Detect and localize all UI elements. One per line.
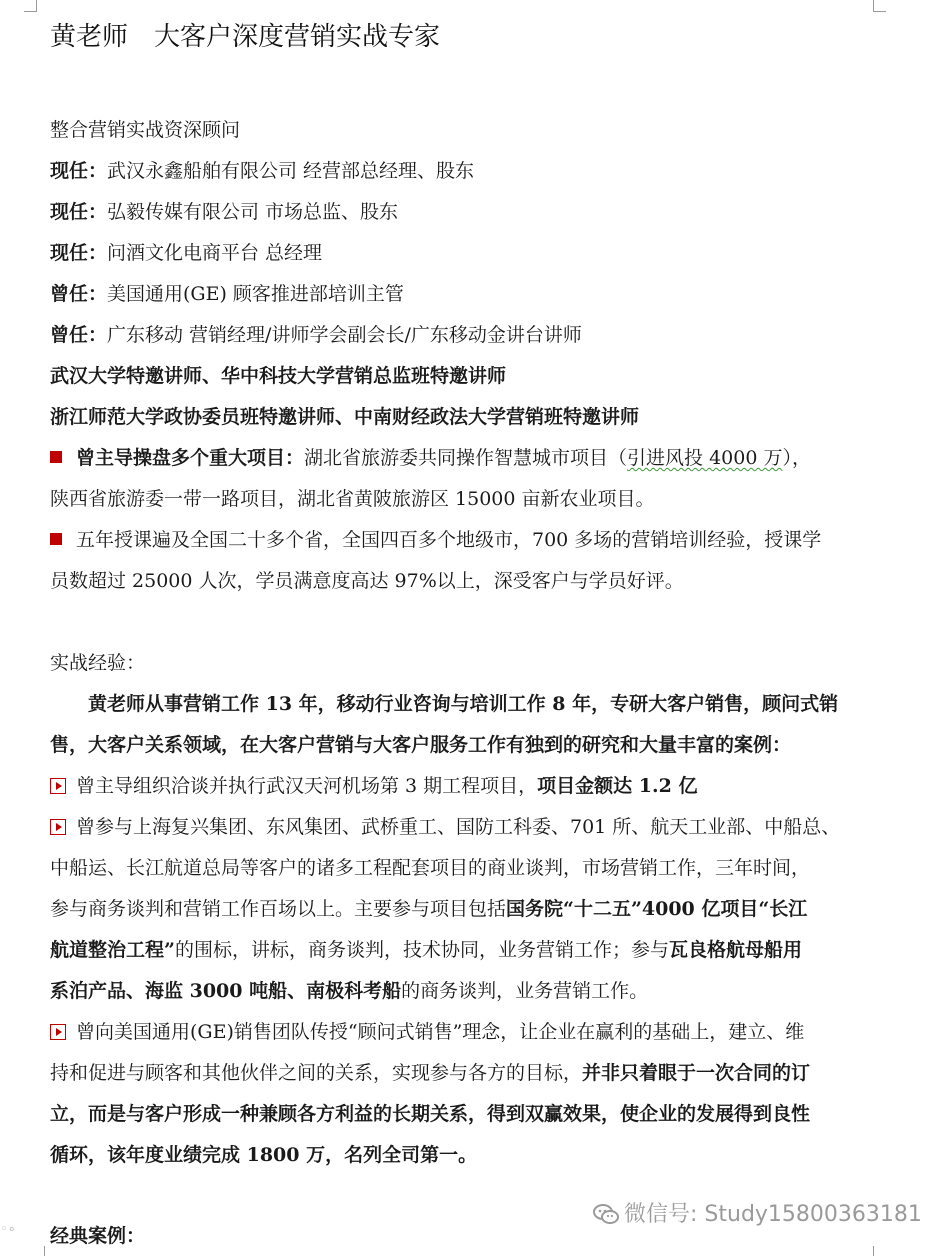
former-label: 曾任： <box>50 324 108 346</box>
experience-bullet-3-line-4: 循环，该年度业绩完成 1800 万，名列全司第一。 <box>50 1144 478 1166</box>
highlight-item-1-bold: 曾主导操盘多个重大项目： <box>76 447 305 469</box>
corner-logo-mark: ◦∘ <box>0 1222 16 1237</box>
current-text: 武汉永鑫船舶有限公司 经营部总经理、股东 <box>107 160 475 182</box>
crop-mark-top-right-h <box>873 11 886 12</box>
highlight-item-1-investment: 引进风投 4000 万 <box>627 447 783 469</box>
watermark-text: 微信号: Study15800363181 <box>624 1202 922 1227</box>
experience-bullet-2 <box>50 815 840 839</box>
highlight-item-1-line-2: 陕西省旅游委一带一路项目，湖北省黄陂旅游区 15000 亩新农业项目。 <box>50 488 655 510</box>
highlight-item-1 <box>50 446 811 470</box>
former-text: 广东移动 营销经理/讲师学会副会长/广东移动金讲台讲师 <box>107 324 582 346</box>
profile-current-1 <box>50 159 474 183</box>
experience-bullet-3-line-2 <box>50 1061 810 1085</box>
experience-bullet-2-line-4 <box>50 938 802 962</box>
current-text: 弘毅传媒有限公司 市场总监、股东 <box>107 201 399 223</box>
experience-paragraph-line-2: 售，大客户关系领域，在大客户营销与大客户服务工作有独到的研究和大量丰富的案例： <box>50 734 792 756</box>
experience-bullet-2-line-3-bold: 国务院“十二五”4000 亿项目“长江 <box>506 898 808 920</box>
red-square-bullet-icon <box>50 451 62 463</box>
crop-mark-top-left-h <box>24 11 37 12</box>
play-bullet-icon <box>50 819 66 835</box>
wechat-watermark <box>592 1197 922 1231</box>
experience-bullet-2-line-5 <box>50 979 648 1003</box>
experience-bullet-3 <box>50 1020 804 1044</box>
experience-bullet-3-text: 曾向美国通用(GE)销售团队传授“顾问式销售”理念，让企业在赢利的基础上，建立、维 <box>76 1021 805 1043</box>
crop-mark-bottom-right <box>873 1246 874 1256</box>
teacher-tagline: 大客户深度营销实战专家 <box>154 22 441 52</box>
former-label: 曾任： <box>50 283 108 305</box>
current-text: 问酒文化电商平台 总经理 <box>107 242 323 264</box>
profile-current-2 <box>50 200 398 224</box>
highlight-item-2-text: 五年授课遍及全国二十多个省，全国四百多个地级市，700 多场的营销培训经验，授课学 <box>76 529 822 551</box>
experience-heading: 实战经验： <box>50 652 146 674</box>
experience-paragraph-line-1: 黄老师从事营销工作 13 年，移动行业咨询与培训工作 8 年，专研大客户销售，顾问式销 <box>88 693 839 715</box>
red-square-bullet-icon <box>50 533 62 545</box>
current-label: 现任： <box>50 242 108 264</box>
current-label: 现任： <box>50 201 108 223</box>
highlight-item-1-tail: ）， <box>782 447 811 469</box>
current-label: 现任： <box>50 160 108 182</box>
experience-bullet-2-line-5-bold: 系泊产品、海监 3000 吨船、南极科考船 <box>50 980 402 1002</box>
experience-bullet-2-line-4-text: 的围标，讲标，商务谈判，技术协同，业务营销工作；参与 <box>174 939 669 961</box>
wechat-icon <box>592 1203 620 1231</box>
experience-bullet-2-line-4-bold: 航道整治工程” <box>50 939 175 961</box>
experience-bullet-2-line-2: 中船运、长江航道总局等客户的诸多工程配套项目的商业谈判，市场营销工作，三年时间， <box>50 857 811 879</box>
experience-bullet-2-line-4-bold-2: 瓦良格航母船用 <box>668 939 802 961</box>
highlight-item-1-text: 湖北省旅游委共同操作智慧城市项目（ <box>304 447 628 469</box>
highlight-item-2-line-2: 员数超过 25000 人次，学员满意度高达 97%以上，深受客户与学员好评。 <box>50 570 684 592</box>
crop-mark-bottom-left <box>44 1246 45 1256</box>
experience-bullet-2-line-3-text: 参与商务谈判和营销工作百场以上。主要参与项目包括 <box>50 898 507 920</box>
experience-bullet-1-bold: 项目金额达 1.2 亿 <box>537 775 698 797</box>
experience-bullet-3-line-2-text: 持和促进与顾客和其他伙伴之间的关系，实现参与各方的目标， <box>50 1062 583 1084</box>
former-text: 美国通用(GE) 顾客推进部培训主管 <box>107 283 404 305</box>
experience-bullet-2-line-3 <box>50 897 807 921</box>
profile-lecturer-1: 武汉大学特邀讲师、华中科技大学营销总监班特邀讲师 <box>50 365 507 387</box>
experience-bullet-3-line-2-bold: 并非只着眼于一次合同的订 <box>582 1062 811 1084</box>
page-title <box>50 21 440 53</box>
profile-current-3 <box>50 241 322 265</box>
profile-intro: 整合营销实战资深顾问 <box>50 119 241 141</box>
profile-former-1 <box>50 282 404 306</box>
experience-bullet-1-text: 曾主导组织洽谈并执行武汉天河机场第 3 期工程项目， <box>76 775 538 797</box>
play-bullet-icon <box>50 1024 66 1040</box>
experience-bullet-3-line-3: 立，而是与客户形成一种兼顾各方利益的长期关系，得到双赢效果，使企业的发展得到良性 <box>50 1103 811 1125</box>
experience-bullet-2-line-5-text: 的商务谈判，业务营销工作。 <box>401 980 649 1002</box>
profile-lecturer-2: 浙江师范大学政协委员班特邀讲师、中南财经政法大学营销班特邀讲师 <box>50 406 640 428</box>
profile-former-2 <box>50 323 582 347</box>
experience-bullet-1 <box>50 774 697 798</box>
highlight-item-2 <box>50 528 821 552</box>
experience-bullet-2-text: 曾参与上海复兴集团、东风集团、武桥重工、国防工科委、701 所、航天工业部、中船总、 <box>76 816 841 838</box>
cases-heading: 经典案例： <box>50 1225 146 1247</box>
play-bullet-icon <box>50 778 66 794</box>
teacher-name: 黄老师 <box>50 22 129 52</box>
